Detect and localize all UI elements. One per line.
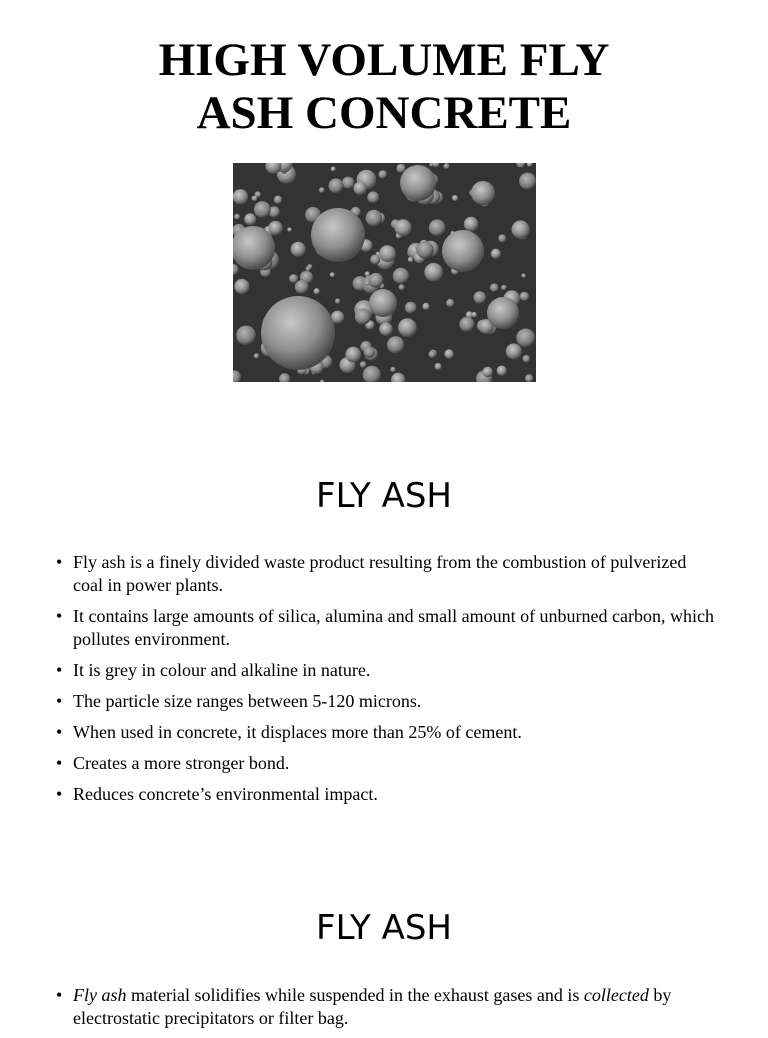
particle	[395, 219, 412, 236]
section-title: FLY ASH	[316, 476, 452, 516]
particle	[398, 318, 417, 337]
particle	[233, 189, 248, 204]
particle	[416, 241, 433, 258]
particle	[429, 219, 446, 236]
particle-large	[471, 181, 495, 205]
particle	[498, 234, 506, 242]
particle	[521, 273, 526, 278]
particle-large	[442, 230, 484, 272]
particle	[353, 182, 366, 195]
particle	[345, 347, 361, 363]
particle	[295, 280, 309, 294]
list-item: • Fly ash is a finely divided waste product resulting from the combustion of pulverized coal in power plants.	[56, 551, 716, 597]
particle-large	[311, 208, 365, 262]
particle	[482, 367, 492, 377]
list-item	[56, 984, 716, 1030]
particle	[314, 288, 320, 294]
particle	[390, 367, 395, 372]
particle	[459, 317, 474, 332]
particle	[405, 302, 417, 314]
list-item: • It contains large amounts of silica, alumina and small amount of unburned carbon, which pollutes environment.	[56, 605, 716, 651]
list-item: • Reduces concrete’s environmental impact.	[56, 783, 716, 806]
particle	[335, 298, 340, 303]
list-item: • When used in concrete, it displaces more than 25% of cement.	[56, 721, 716, 744]
particle	[497, 366, 507, 376]
particle	[379, 245, 396, 262]
particle-large	[369, 289, 397, 317]
particle	[379, 322, 392, 335]
particle	[330, 272, 335, 277]
particle	[306, 266, 311, 271]
particle	[252, 196, 258, 202]
particle	[516, 329, 535, 348]
particle	[234, 279, 249, 294]
italic-term: collected	[583, 985, 649, 1005]
particle	[268, 221, 282, 235]
section-title: FLY ASH	[316, 908, 452, 948]
particle	[435, 363, 442, 370]
particle	[464, 217, 479, 232]
title-line-1: HIGH VOLUME FLY	[158, 34, 610, 86]
particle	[490, 283, 499, 292]
particle	[360, 361, 367, 368]
particle	[452, 195, 458, 201]
bullet-list	[56, 551, 716, 814]
fly-ash-micrograph-image	[233, 163, 536, 382]
page-title	[0, 34, 768, 140]
particle	[422, 303, 429, 310]
title-line-2: ASH CONCRETE	[196, 87, 572, 139]
bullet-list	[56, 984, 716, 1038]
particle-large	[487, 297, 519, 329]
particle	[319, 187, 325, 193]
particle	[424, 263, 443, 282]
bullet-text: material solidifies while suspended in the exhaust gases and is	[126, 985, 584, 1005]
particle	[519, 173, 536, 190]
particle	[444, 349, 454, 359]
particle	[342, 177, 354, 189]
particle	[399, 284, 405, 290]
particle	[244, 213, 256, 225]
particle	[379, 170, 387, 178]
particle	[408, 257, 413, 262]
particle	[523, 355, 531, 363]
particle	[254, 201, 271, 218]
particle	[387, 336, 404, 353]
slide-fly-ash-2	[0, 860, 768, 1028]
particle	[471, 312, 477, 318]
particle	[331, 167, 336, 172]
bullet-text: by electrostatic precipitators or filter bag.	[73, 985, 672, 1028]
particle	[429, 351, 436, 358]
particle	[329, 178, 344, 193]
particle	[512, 220, 530, 238]
particle	[236, 326, 256, 346]
slide-title	[0, 0, 768, 410]
particle	[506, 343, 522, 359]
particle	[393, 268, 409, 284]
particle	[364, 347, 375, 358]
particle-large	[233, 226, 275, 270]
micrograph-svg	[233, 163, 536, 382]
particle	[520, 292, 529, 301]
italic-term: Fly ash	[73, 985, 127, 1005]
particle	[491, 249, 501, 259]
particle	[446, 299, 454, 307]
particle	[234, 214, 240, 220]
list-item: • Creates a more stronger bond.	[56, 752, 716, 775]
list-item: • The particle size ranges between 5-120 microns.	[56, 690, 716, 713]
particle-large	[261, 296, 335, 370]
particle	[355, 308, 371, 324]
particle-large	[400, 165, 436, 201]
slide-fly-ash-1	[0, 430, 768, 850]
particle	[254, 353, 259, 358]
particle	[370, 255, 380, 265]
list-item: • It is grey in colour and alkaline in nature.	[56, 659, 716, 682]
particle	[444, 163, 450, 169]
particle	[366, 210, 383, 227]
particle	[274, 196, 282, 204]
particle	[501, 285, 506, 290]
particle	[368, 273, 383, 288]
particle	[287, 227, 291, 231]
particle	[289, 274, 298, 283]
particle	[367, 191, 379, 203]
particle	[474, 291, 487, 304]
particle	[291, 242, 306, 257]
